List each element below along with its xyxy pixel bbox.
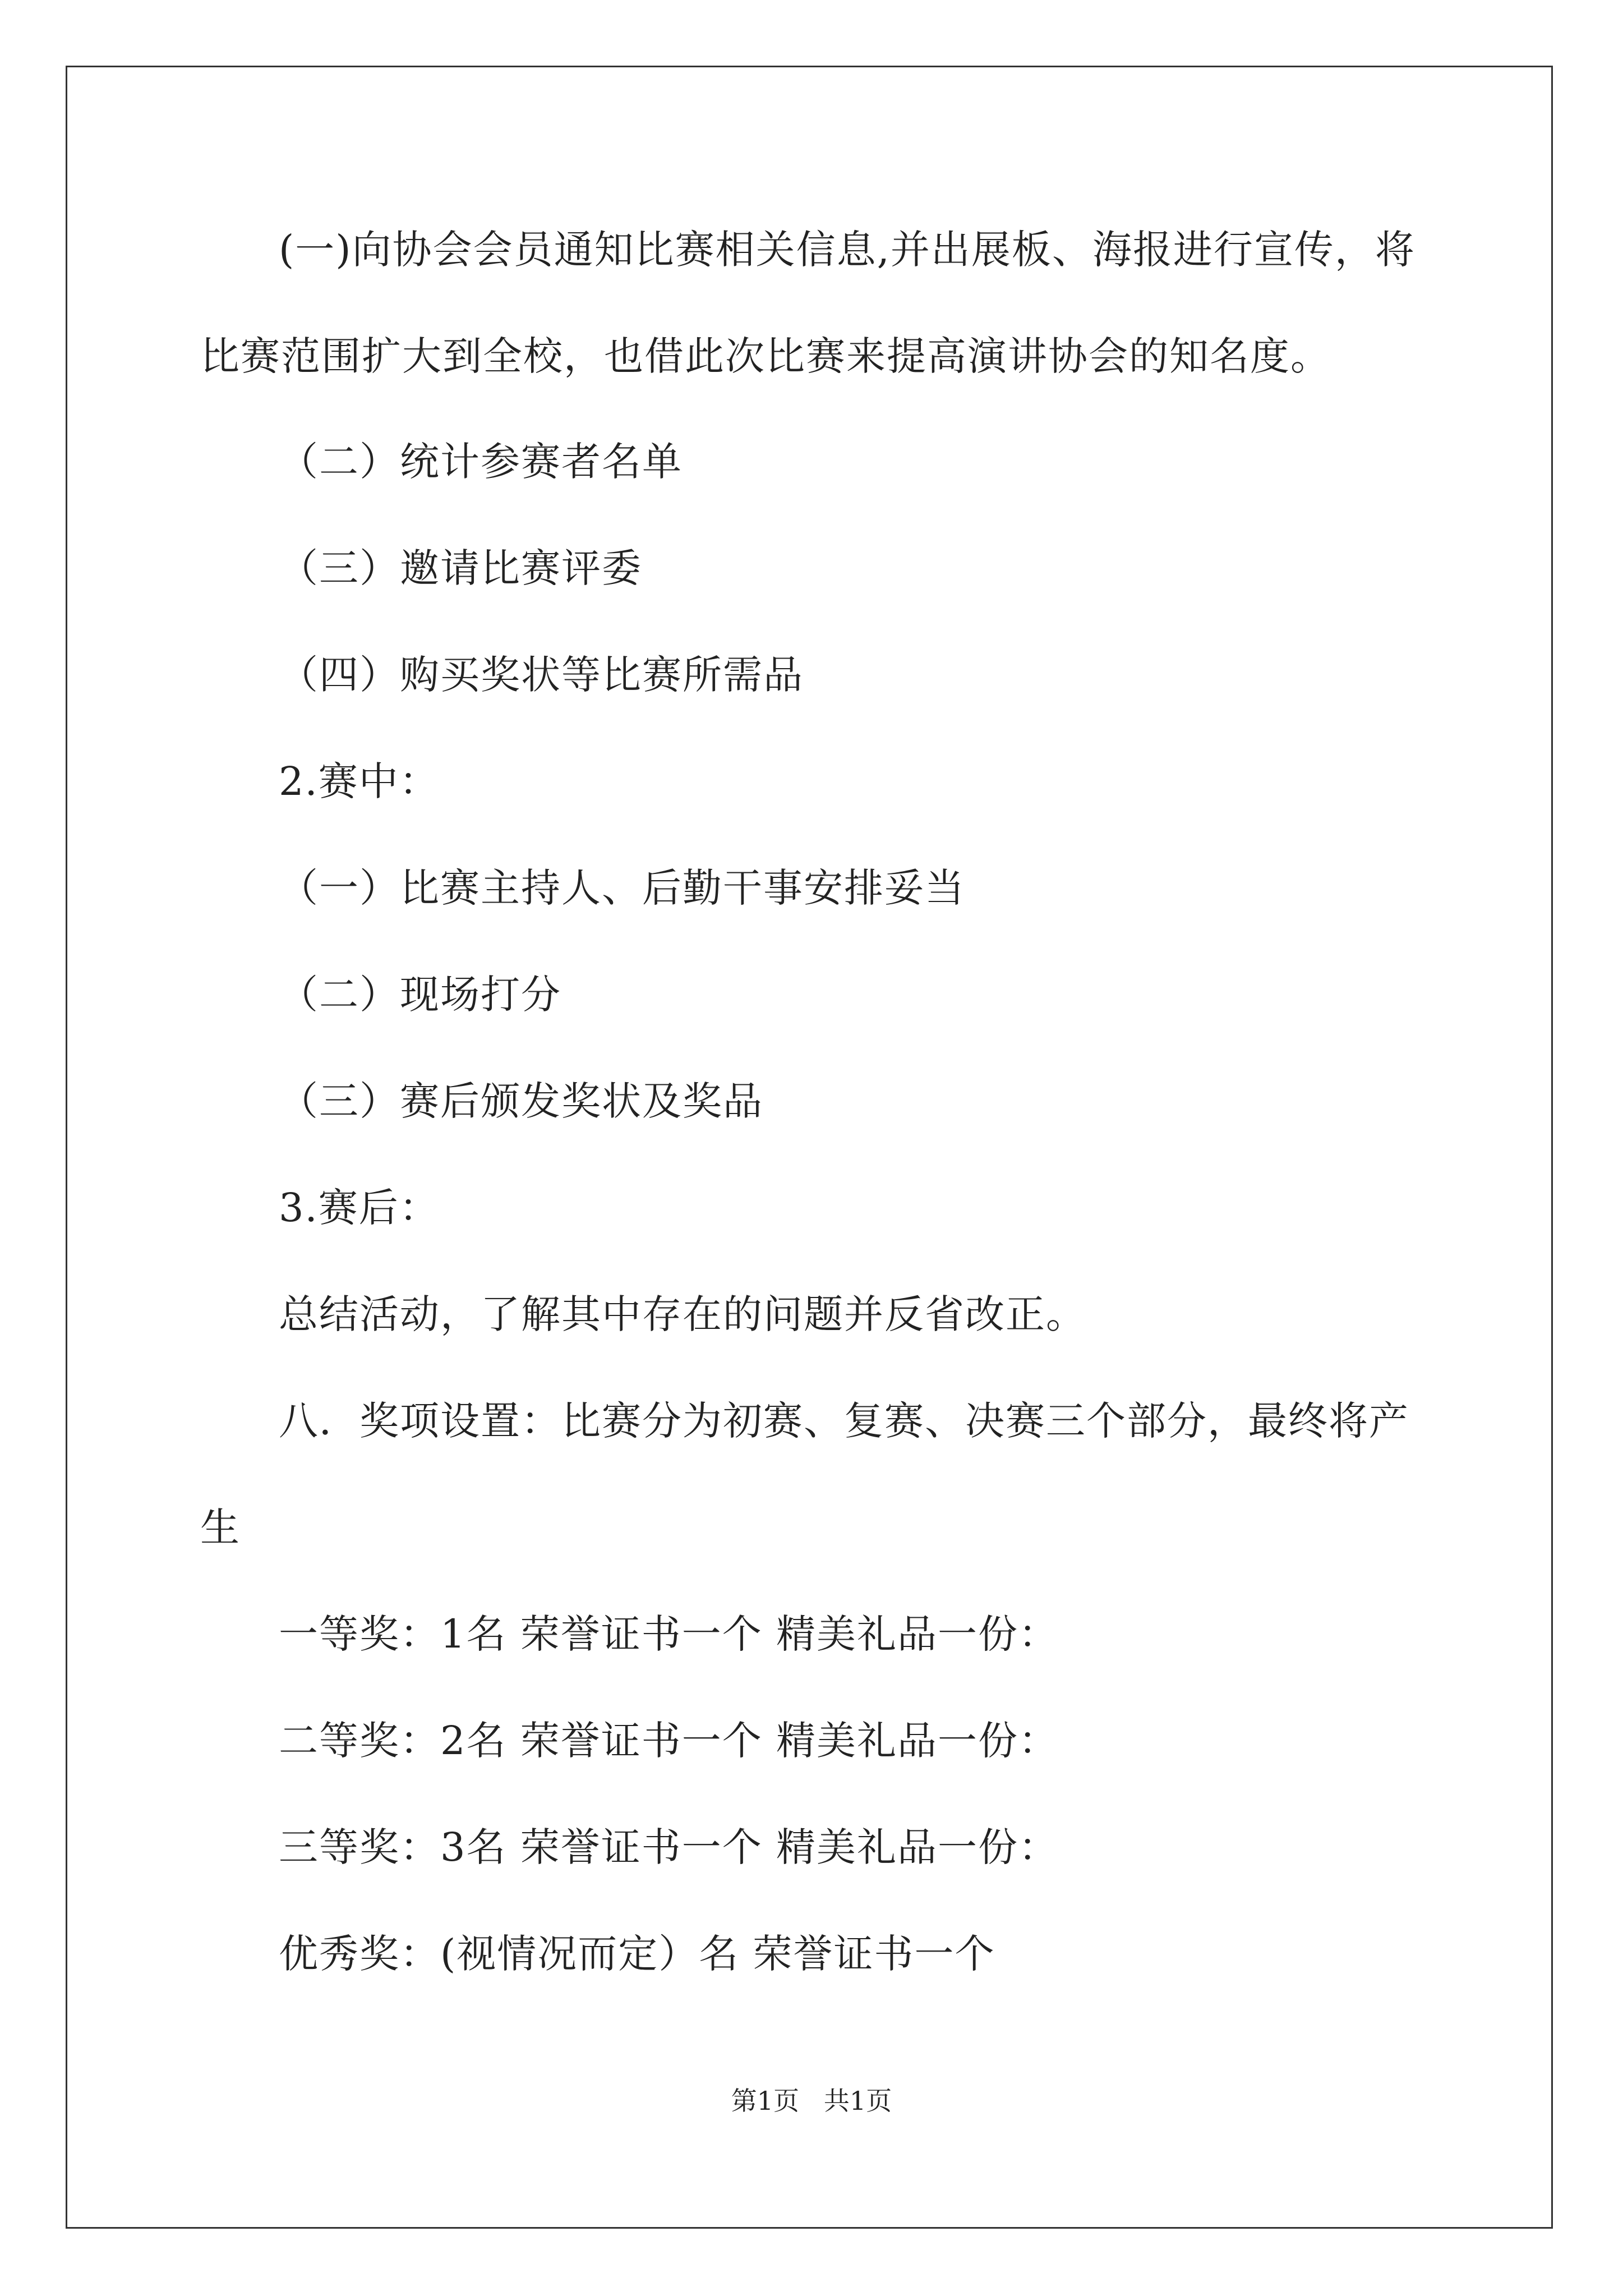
paragraph-award-settings: 八．奖项设置：比赛分为初赛、复赛、决赛三个部分，最终将产 xyxy=(279,1398,1409,1444)
paragraph-excellence-prize: 优秀奖：(视情况而定）名 荣誉证书一个 xyxy=(279,1931,995,1977)
paragraph-registration-list: （二）统计参赛者名单 xyxy=(279,439,683,485)
paragraph-third-prize: 三等奖：3名 荣誉证书一个 精美礼品一份： xyxy=(279,1824,1059,1870)
paragraph-award-ceremony: （三）赛后颁发奖状及奖品 xyxy=(279,1078,763,1124)
paragraph-first-prize: 一等奖：1名 荣誉证书一个 精美礼品一份： xyxy=(279,1611,1059,1657)
paragraph-invite-judges: （三）邀请比赛评委 xyxy=(279,545,642,591)
paragraph-live-scoring: （二）现场打分 xyxy=(279,972,561,1018)
heading-during-contest: 2.赛中： xyxy=(279,758,440,804)
paragraph-award-settings-cont: 生 xyxy=(200,1504,241,1550)
page-footer: 第1页 共1页 xyxy=(731,2086,892,2116)
paragraph-host-arrangement: （一）比赛主持人、后勤干事安排妥当 xyxy=(279,865,965,911)
paragraph-preparation-publicity: (一)向协会会员通知比赛相关信息,并出展板、海报进行宣传，将 xyxy=(279,227,1415,273)
heading-after-contest: 3.赛后： xyxy=(279,1185,440,1231)
page-border xyxy=(66,66,1553,2229)
paragraph-summary: 总结活动，了解其中存在的问题并反省改正。 xyxy=(279,1291,1086,1337)
paragraph-purchase-supplies: （四）购买奖状等比赛所需品 xyxy=(279,652,804,698)
paragraph-preparation-publicity-cont: 比赛范围扩大到全校，也借此次比赛来提高演讲协会的知名度。 xyxy=(200,333,1331,379)
paragraph-second-prize: 二等奖：2名 荣誉证书一个 精美礼品一份： xyxy=(279,1718,1059,1764)
